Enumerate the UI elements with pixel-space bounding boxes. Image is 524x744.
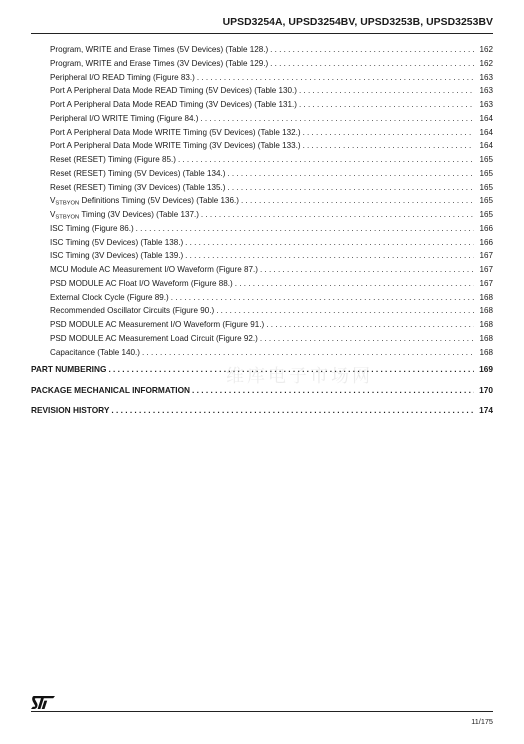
toc-leader-dots: [303, 126, 474, 140]
toc-entry[interactable]: [31, 304, 493, 318]
toc-leader-dots: [216, 304, 474, 318]
toc-section-page: 169: [479, 364, 493, 375]
toc-entry[interactable]: [31, 43, 493, 57]
toc-leader-dots: [299, 84, 474, 98]
document-header-title: UPSD3254A, UPSD3254BV, UPSD3253B, UPSD3253BV: [222, 17, 493, 28]
toc-leader-dots: [260, 332, 474, 346]
toc-entry-page: 163: [479, 100, 493, 109]
st-logo-icon: [31, 696, 55, 709]
toc-entry-page: 168: [479, 306, 493, 316]
header-divider: [31, 33, 493, 34]
toc-entry[interactable]: [31, 318, 493, 332]
toc-entry[interactable]: [31, 71, 493, 85]
toc-entry-title: Port A Peripheral Data Mode READ Timing (3V Devices) (Table 131.): [50, 100, 297, 109]
toc-entry[interactable]: [31, 139, 493, 153]
toc-entry[interactable]: [31, 222, 493, 236]
toc-entry-title: Reset (RESET) Timing (3V Devices) (Table 135.): [50, 182, 226, 192]
toc-leader-dots: [178, 153, 474, 167]
toc-entry-page: 165: [479, 155, 493, 164]
toc-leader-dots: [227, 167, 474, 181]
toc-entry-title: ISC Timing (Figure 86.): [50, 223, 134, 233]
toc-entry-page: 168: [479, 292, 493, 302]
toc-entry-page: 168: [479, 320, 493, 329]
toc-leader-dots: [185, 249, 474, 263]
toc-entry-page: 164: [479, 127, 493, 137]
toc-entry-title: Capacitance (Table 140.): [50, 347, 140, 357]
toc-entry-page: 166: [479, 223, 493, 233]
toc-leader-dots: [303, 139, 474, 153]
toc-entry-page: 165: [479, 196, 493, 206]
toc-leader-dots: [185, 236, 474, 250]
toc-entry-page: 166: [479, 237, 493, 247]
toc-entry[interactable]: [31, 98, 493, 112]
toc-entry-title: Program, WRITE and Erase Times (3V Devices) (Table 129.): [50, 58, 269, 68]
footer-divider: [31, 711, 493, 712]
toc-entry[interactable]: [31, 84, 493, 98]
toc-entry-page: 167: [479, 251, 493, 261]
toc-leader-dots: [270, 57, 474, 71]
toc-entry[interactable]: [31, 153, 493, 167]
watermark-text: 维库电子市场网: [226, 366, 373, 387]
toc-entry-page: 163: [479, 72, 493, 82]
toc-entry-page: 165: [479, 182, 493, 192]
toc-leader-dots: [171, 291, 474, 305]
toc-entry-title: Port A Peripheral Data Mode WRITE Timing (3V Devices) (Table 133.): [50, 141, 301, 151]
toc-entry-page: 164: [479, 141, 493, 151]
toc-section-title: REVISION HISTORY: [31, 405, 110, 416]
toc-entry[interactable]: [31, 57, 493, 71]
toc-entry-title: Program, WRITE and Erase Times (5V Devices) (Table 128.): [50, 45, 269, 54]
toc-section-title: PART NUMBERING: [31, 364, 107, 375]
toc-entry-page: 162: [479, 45, 493, 54]
toc-entry-page: 163: [479, 86, 493, 96]
toc-leader-dots: [136, 222, 474, 236]
toc-entry[interactable]: [31, 277, 493, 291]
toc-entry-title-subscript: STBYON: [55, 200, 80, 207]
toc-leader-dots: [200, 112, 474, 126]
toc-entry-title-prefix: V: [50, 210, 56, 219]
toc-entry[interactable]: [31, 167, 493, 181]
toc-leader-dots: [142, 346, 474, 360]
toc-entry[interactable]: [31, 332, 493, 346]
toc-leader-dots: [201, 208, 474, 222]
toc-entry-title: PSD MODULE AC Measurement Load Circuit (Figure 92.): [50, 333, 258, 343]
toc-entry-title: PSD MODULE AC Measurement I/O Waveform (Figure 91.): [50, 320, 265, 329]
toc-entry[interactable]: [31, 236, 493, 250]
toc-entry-title-rest: Definitions Timing (5V Devices) (Table 136.): [79, 196, 239, 206]
toc-leader-dots: [227, 181, 474, 195]
toc-entry-title-rest: Timing (3V Devices) (Table 137.): [79, 210, 199, 219]
toc-leader-dots: [197, 71, 474, 85]
toc-entry[interactable]: [31, 249, 493, 263]
toc-entry-title-subscript: STBYON: [55, 214, 80, 221]
toc-entry-title: [50, 194, 239, 208]
toc-leader-dots: [270, 43, 474, 57]
toc-entry[interactable]: [31, 194, 493, 208]
toc-entry-page: 167: [479, 278, 493, 288]
toc-leader-dots: [235, 277, 474, 291]
toc-entry-page: 165: [479, 210, 493, 219]
toc-entry-title: PSD MODULE AC Float I/O Waveform (Figure 88.): [50, 278, 233, 288]
toc-leader-dots: [241, 194, 474, 208]
toc-entry-page: 168: [479, 333, 493, 343]
toc-entry-page: 162: [479, 58, 493, 68]
toc-leader-dots: [266, 318, 474, 332]
toc-entry-title: ISC Timing (3V Devices) (Table 139.): [50, 251, 184, 261]
toc-entry[interactable]: [31, 126, 493, 140]
toc-entry[interactable]: [31, 208, 493, 222]
toc-entry[interactable]: [31, 346, 493, 360]
toc-entry-page: 164: [479, 113, 493, 123]
toc-entry-title: Port A Peripheral Data Mode WRITE Timing (5V Devices) (Table 132.): [50, 127, 301, 137]
toc-entry[interactable]: [31, 112, 493, 126]
toc-entry-title: Recommended Oscillator Circuits (Figure 90.): [50, 306, 215, 316]
footer-page-number: 11/175: [471, 717, 493, 726]
toc-entry-title: External Clock Cycle (Figure 89.): [50, 292, 169, 302]
toc-entry-page: 165: [479, 168, 493, 178]
toc-section-title: PACKAGE MECHANICAL INFORMATION: [31, 384, 191, 395]
toc-entry-title: Port A Peripheral Data Mode READ Timing (5V Devices) (Table 130.): [50, 86, 297, 96]
toc-entry[interactable]: [31, 291, 493, 305]
toc-section-entry[interactable]: [31, 400, 493, 421]
toc-leader-dots: [260, 263, 474, 277]
toc-section-page: 170: [479, 384, 493, 395]
toc-entry-title: Peripheral I/O READ Timing (Figure 83.): [50, 72, 195, 82]
toc-entry-title: ISC Timing (5V Devices) (Table 138.): [50, 237, 184, 247]
toc-entry-title: Reset (RESET) Timing (Figure 85.): [50, 155, 176, 164]
toc-section-page: 174: [479, 405, 493, 416]
toc-entry-page: 168: [479, 347, 493, 357]
toc-entry[interactable]: [31, 181, 493, 195]
toc-entry-title: Reset (RESET) Timing (5V Devices) (Table 134.): [50, 168, 226, 178]
toc-entry-title: MCU Module AC Measurement I/O Waveform (Figure 87.): [50, 265, 258, 274]
toc-leader-dots: [299, 98, 474, 112]
toc-entry-title: Peripheral I/O WRITE Timing (Figure 84.): [50, 113, 199, 123]
toc-entry-page: 167: [479, 265, 493, 274]
toc-entry-title: [50, 208, 199, 222]
toc-entry[interactable]: [31, 263, 493, 277]
toc-entry-title-prefix: V: [50, 196, 56, 206]
toc-leader-dots: [111, 400, 474, 421]
